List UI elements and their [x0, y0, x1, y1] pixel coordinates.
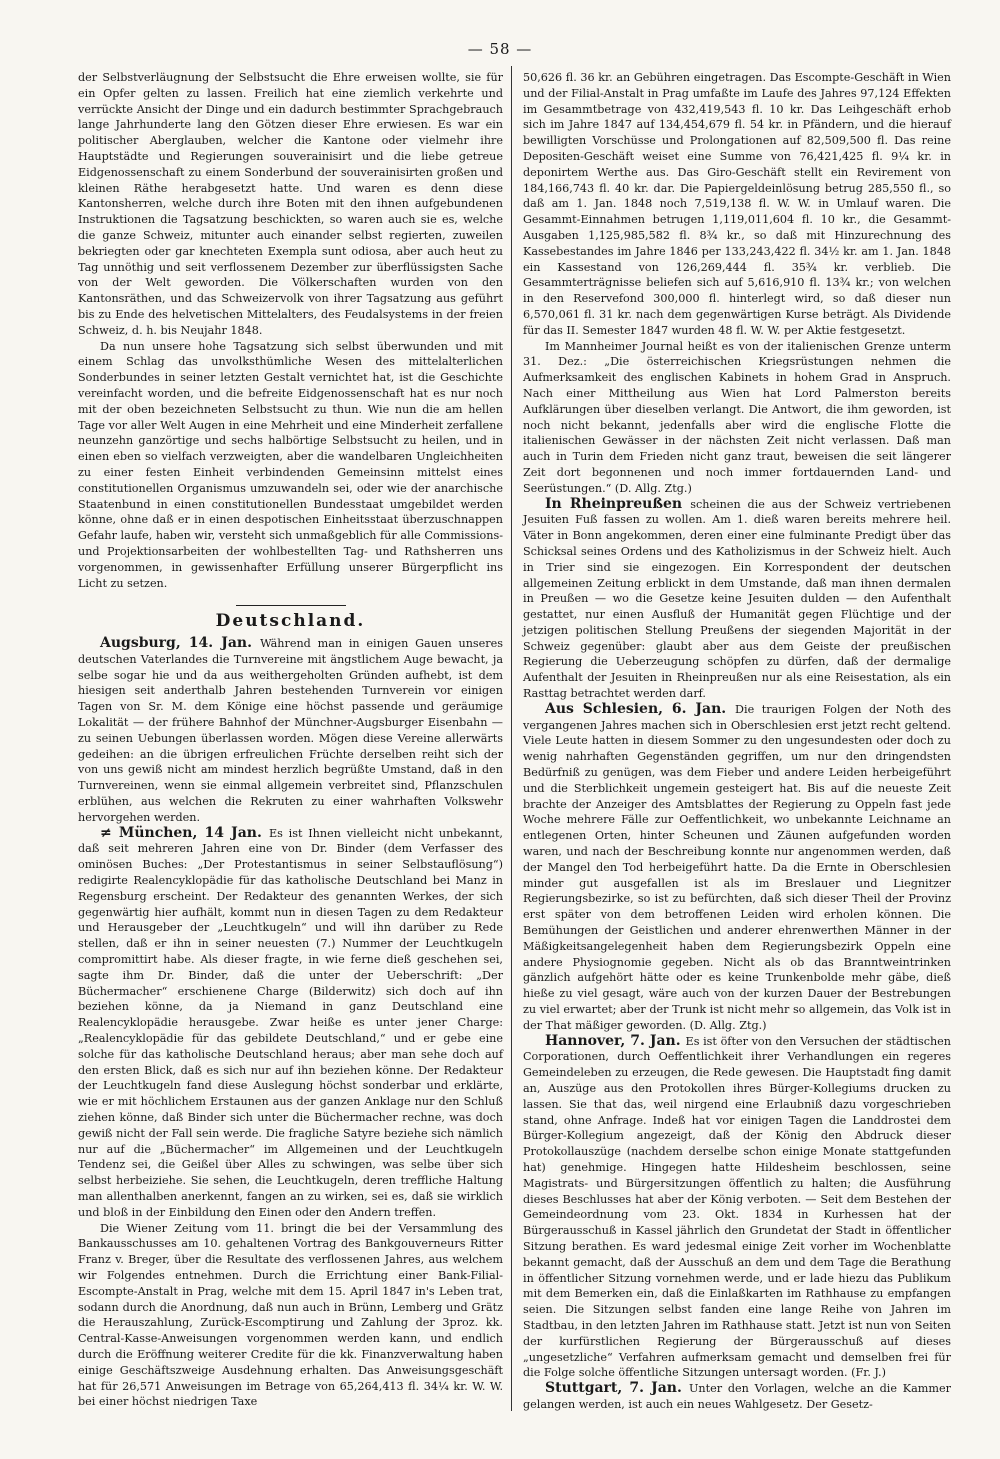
article-text: Es ist öfter von den Versuchen der städtischen Corporationen, durch Oeffentlichkeit ihrer Verhandlungen ein regeres Gemeindeleben zu erzeugen, die Rede gewesen. Die Hauptstadt fing damit an, Auszüge aus den Protokollen ihres Bürger-Kollegiums drucken zu lassen. Sie that das, weil nirgend eine Erlaubniß dazu vorgeschrieben stand, ohne Anfrage. Indeß hat vor einigen Tagen die Landdrostei dem Bürger-Kollegium angezeigt, daß der König den Abdruck dieser Protokollauszüge (nachdem derselbe schon einige Monate stattgefunden hat) genehmige. Hingegen hatte Hildesheim beschlossen, seine Magistrats- und Bürgersitzungen öffentlich zu halten; die Ausführung dieses Beschlusses hat aber der König verboten. — Seit dem Bestehen der Gemeindeordnung vom 23. Okt. 1834 in Kurhessen hat der Bürgerausschuß in Kassel jährlich den Grundetat der Stadt in öffentlicher Sitzung berathen. Es ward jedesmal einige Zeit vorher im Wochenblatte bekannt gemacht, daß der Ausschuß an dem und dem Tage die Berathung in öffentlicher Sitzung vornehmen werde, und er lade hiezu das Publikum mit dem Bemerken ein, daß die Einlaßkarten im Rathhause zu empfangen seien. Die Sitzungen selbst fanden eine lange Reihe von Jahren im Stadtbau, in den letzten Jahren im Rathhause statt. Jetzt ist nun von Seiten der kurfürstlichen Regierung der Bürgerausschuß auf dieses „ungesetzliche“ Verfahren aufmerksam gemacht und demselben frei für die Folge solche öffentliche Sitzungen untersagt worden. (Fr. J.): [523, 1034, 951, 1380]
page-number: — 58 —: [467, 40, 533, 58]
article-muenchen: [78, 826, 503, 1221]
right-paragraph-bank: [523, 70, 951, 339]
left-column: [78, 70, 503, 1410]
article-text: Unter den Vorlagen, welche an die Kammer gelangen werden, ist auch ein neues Wahlgesetz. Der Gesetz-: [523, 1382, 951, 1411]
column-divider: [511, 66, 512, 1411]
article-dateline: In Rheinpreußen: [545, 495, 691, 512]
article-text: Im Mannheimer Journal heißt es von der italienischen Grenze unterm 31. Dez.: „Die österreichischen Kriegsrüstungen nehmen die Aufmerksamkeit des englischen Kabinets in hohem Grad in Anspruch. Nach einer Mittheilung aus Wien hat Lord Palmerston bereits Aufklärungen über dieselben verlangt. Die Antwort, die ihm geworden, ist noch nicht bekannt, jedenfalls aber wird die englische Flotte die italienischen Gewässer in der nächsten Zeit nicht verlassen. Daß man auch in Turin dem Frieden nicht ganz traut, beweisen die seit längerer Zeit dort begonnenen und noch immer fortdauernden Land- und Seerüstungen.“ (D. Allg. Ztg.): [523, 339, 951, 495]
article-text: Während man in einigen Gauen unseres deutschen Vaterlandes die Turnvereine mit ängstlichem Auge bewacht, ja selbe sogar hie und da aus weithergeholten Gründen aufhebt, ist dem hiesigen seit anderthalb Jahren bestehenden Turnverein vor einigen Tagen von Sr. M. dem Könige eine höchst passende und geräumige Lokalität — der frühere Bahnhof der Münchner-Augsburger Eisenbahn — zu seinen Uebungen überlassen worden. Mögen diese Vereine allerwärts gedeihen: an die übrigen erfreulichen Früchte derselben reiht sich der von uns gewiß nicht am mindest herzlich begrüßte Umstand, daß in den Turnvereinen, wenn sie einmal allgemein verbreitet sind, Pflanzschulen erblühen, aus welchen die Rekruten zu einer wahrhaften Volkswehr hervorgehen werden.: [78, 637, 503, 824]
article-dateline: Hannover, 7. Jan.: [545, 1032, 686, 1049]
right-paragraph-rheinpreussen: [523, 497, 951, 702]
left-paragraph-1: der Selbstverläugnung der Selbstsucht die Ehre erweisen wollte, sie für ein Opfer gelten zu lassen. Freilich hat eine ziemlich verkehrte und verrückte Ansicht der Dinge und ein dadurch bestimmter Sprachgebrauch lange Jahrhunderte lang den Götzen dieser Ehre erwiesen. Es war ein politischer Aberglauben, welcher die Kantone oder vielmehr ihre Hauptstädte und Regierungen souverainisirt und die liebe getreue Eidgenossenschaft zu einem Sonderbund der souverainisirten großen und kleinen Räthe herabgesetzt hatte. Und waren es denn diese Kantonsherren, welche durch ihre Boten mit den ihnen aufgebundenen Instruktionen die Tagsatzung beschickten, so waren auch sie es, welche die ganze Schweiz, mitunter auch einander selbst regierten, zuweilen bekriegten oder gar knechteten Exempla sunt odiosa, aber auch heut zu Tag unnöthig und seit verflossenem Dezember zur überflüssigsten Sache von der Welt geworden. Die Völkerschaften wurden von den Kantonsräthen, und das Schweizervolk von ihrer Tagsatzung aus geführt bis zu Ende des helvetischen Mittelalters, des Feudalsystems in der freien Schweiz, d. h. bis Neujahr 1848.: [78, 71, 503, 337]
article-augsburg: [78, 636, 503, 826]
article-dateline: ≠ München, 14 Jan.: [100, 824, 269, 841]
article-text: Es ist Ihnen vielleicht nicht unbekannt, daß seit mehreren Jahren eine von Dr. Binder (dem Verfasser des ominösen Buches: „Der Protestantismus in seiner Selbstauflösung“) redigirte Realencyklopädie für das katholische Deutschland bei Manz in Regensburg erscheint. Der Redakteur des genannten Werkes, der sich gegenwärtig hier aufhält, kommt nun in diesen Tagen zu dem Redakteur und Herausgeber der „Leuchtkugeln“ und will ihn darüber zu Rede stellen, daß er ihn in seiner neuesten (7.) Nummer der Leuchtkugeln compromittirt habe. Als dieser fragte, in wie ferne dieß geschehen sei, sagte ihm Dr. Binder, daß die unter der Ueberschrift: „Der Büchermacher“ erschienene Charge (Bilderwitz) sich doch auf ihn beziehen könne, da ja Niemand in ganz Deutschland eine Realencyklopädie herausgebe. Zwar heiße es unter jener Charge: „Realencyklopädie für das gebildete Deutschland,“ und er gebe eine solche für das katholische Deutschland heraus; aber man sehe doch auf den ersten Blick, daß es sich nur auf ihn beziehen könne. Der Redakteur der Leuchtkugeln fand diese Auslegung höchst sonderbar und erklärte, wie er mit höchlichem Erstaunen aus der ganzen Anklage nur den Schluß ziehen könne, daß Binder sich unter die Büchermacher rechne, was doch gewiß nicht der Fall sein werde. Die fragliche Satyre beziehe sich nämlich nur auf die „Büchermacher“ im Allgemeinen und der Leuchtkugeln Tendenz sei, die Geißel über Alles zu schwingen, was selbe über sich selbst herbeiziehe. Sie sehen, die Leuchtkugeln, deren treffliche Haltung man allenthalben anerkennt, fangen an zu wirken, sei es, daß sie wirklich und bloß in der Einbildung den Einen oder den Andern treffen.: [78, 826, 503, 1219]
right-paragraph-mannheim: [523, 339, 951, 497]
left-paragraph-2: Da nun unsere hohe Tagsatzung sich selbst überwunden und mit einem Schlag das unvolksthümliche Wesen des mittelalterlichen Sonderbundes in seiner letzten Gestalt vernichtet hat, ist die Geschichte vereinfacht worden, und die befreite Eidgenossenschaft hat es nur noch mit der oben bezeichneten Selbstsucht zu thun. Wie nun die am hellen Tage vor aller Welt Augen in eine Mehrheit und eine Minderheit zerfallene neunzehn ganzörtige und sechs halbörtige Selbstsucht zu heilen, und in einen eben so vielfach verzweigten, aber die wandelbaren Ungleichheiten zu einer festen Einheit verbindenden Gemeinsinn mittelst eines constitutionellen Organismus umzuwandeln sei, oder wie der anarchische Staatenbund in einen constitutionellen Bundesstaat umgebildet werden könne, ohne daß er in einen despotischen Einheitsstaat überzuschnappen Gefahr laufe, haben wir, versteht sich unmaßgeblich für alle Commissions- und Projektionsarbeiten der wohlbestellten Tag- und Rathsherren uns vorgenommen, in gewissenhafter Erfüllung unserer Bürgerpflicht ins Licht zu setzen.: [78, 339, 503, 590]
section-heading: Deutschland.: [215, 611, 366, 632]
right-paragraph-schlesien: [523, 702, 951, 1034]
right-column: [523, 70, 951, 1413]
right-paragraph-hannover: [523, 1034, 951, 1382]
article-wiener-zeitung: [78, 1221, 503, 1411]
article-text: scheinen die aus der Schweiz vertriebenen Jesuiten Fuß fassen zu wollen. Am 1. dieß waren bereits mehrere heil. Väter in Bonn angekommen, deren einer eine fulminante Predigt über das Schicksal seines Ordens und des Katholizismus in der Schweiz hielt. Auch in Trier sind sie eingezogen. Ein Korrespondent der deutschen allgemeinen Zeitung erblickt in dem Umstande, daß man ihnen dermalen in Preußen — wo die Gesetze keine Jesuiten dulden — den Aufenthalt gestattet, nur einen Ausfluß der Humanität gegen Flüchtige und der jetzigen politischen Stellung Preußens der siegenden Majorität in der Schweiz gegenüber: glaubt aber aus dem Geiste der preußischen Regierung die Ueberzeugung schöpfen zu dürfen, daß der dermalige Aufenthalt der Jesuiten in Rheinpreußen nur als eine Reisestation, als ein Rasttag betrachtet werden darf.: [523, 497, 952, 701]
article-dateline: Stuttgart, 7. Jan.: [545, 1380, 689, 1397]
article-text: Die traurigen Folgen der Noth des vergangenen Jahres machen sich in Oberschlesien erst jetzt recht geltend. Viele Leute hatten in diesem Sommer zu den ungesundesten oder doch zu wenig nahrhaften Gegenständen gegriffen, um nur den dringendsten Bedürfniß zu genügen, was dem Fieber und andere Leiden herbeigeführt und die Sterblichkeit ungemein gesteigert hat. Bis auf die neueste Zeit brachte der Anzeiger des Amtsblattes der Regierung zu Oppeln fast jede Woche mehrere Fälle zur Oeffentlichkeit, wo unbekannte Leichname an entlegenen Orten, hinter Scheunen und Zäunen aufgefunden worden waren, und nach der Beschreibung konnte nur angenommen werden, daß der Mangel den Tod herbeigeführt hatte. Da die Ernte in Oberschlesien minder gut ausgefallen ist als im Breslauer und Liegnitzer Regierungsbezirke, so ist zu befürchten, daß sich dieser Theil der Provinz erst später von dem betroffenen Leiden wird erholen können. Die Bemühungen der Geistlichen und anderer ehrenwerthen Männer in der Mäßigkeitsangelegenheit haben dem Regierungsbezirk Oppeln eine andere Physiognomie gegeben. Nicht als ob das Branntweintrinken gänzlich aufgehört hätte oder es keine Trunkenbolde mehr gäbe, dieß hieße zu viel gesagt, wäre auch von der kurzen Dauer der Bestrebungen zu viel erwartet; aber der Trunk ist nicht mehr so allgemein, das Volk ist in der That mäßiger geworden. (D. Allg. Ztg.): [523, 702, 951, 1032]
article-dateline: Aus Schlesien, 6. Jan.: [545, 700, 736, 717]
article-dateline: Augsburg, 14. Jan.: [100, 635, 261, 652]
article-text: 50,626 fl. 36 kr. an Gebühren eingetragen. Das Escompte-Geschäft in Wien und der Filial-Anstalt in Prag umfaßte im Laufe des Jahres 97,124 Effekten im Gesammtbetrage von 432,419,543 fl. 10 kr. Das Leihgeschäft erhob sich im Jahre 1847 auf 134,454,679 fl. 54 kr. in Pfändern, und die hierauf bewilligten Vorschüsse und Prolongationen auf 82,509,500 fl. Das reine Depositen-Geschäft weiset eine Summe von 76,421,425 fl. 9¼ kr. in deponirtem Werthe aus. Das Giro-Geschäft stellt ein Revirement von 184,166,743 fl. 40 kr. dar. Die Papiergeldeinlösung betrug 285,550 fl., so daß am 1. Jan. 1848 noch 7,519,138 fl. W. W. in Umlauf waren. Die Gesammt-Einnahmen betrugen 1,119,011,604 fl. 10 kr., die Gesammt-Ausgaben 1,125,985,582 fl. 8¾ kr., so daß mit Hinzurechnung des Kassebestandes im Jahre 1846 per 133,243,422 fl. 34½ kr. am 1. Jan. 1848 ein Kassestand von 126,269,444 fl. 35¾ kr. verblieb. Die Gesammterträgnisse beliefen sich auf 5,616,910 fl. 13¾ kr.; von welchen in den Reservefond 300,000 fl. hinterlegt wird, so daß dieser nun 6,570,061 fl. 31 kr. nach dem gegenwärtigen Kurse beträgt. Als Dividende für das II. Semester 1847 wurden 48 fl. W. W. per Aktie festgesetzt.: [523, 71, 951, 337]
section-rule: [236, 605, 346, 606]
right-paragraph-stuttgart: [523, 1381, 951, 1413]
article-text: Die Wiener Zeitung vom 11. bringt die bei der Versammlung des Bankausschusses am 10. gehaltenen Vortrag des Bankgouverneurs Ritter Franz v. Breger, über die Resultate des verflossenen Jahres, aus welchem wir Folgendes entnehmen. Durch die Errichtung einer Bank-Filial-Escompte-Anstalt in Prag, welche mit dem 15. April 1847 in's Leben trat, sodann durch die Anordnung, daß nun auch in Brünn, Lemberg und Grätz die Herauszahlung, Zurück-Escomptirung und Zahlung der 3proz. kk. Central-Kasse-Anweisungen vorgenommen werden kann, und endlich durch die Eröffnung weiterer Credite für die kk. Finanzverwaltung haben einige Geschäftszweige Ausdehnung erhalten. Das Anweisungsgeschäft hat für 26,571 Anweisungen im Betrage von 65,264,413 fl. 34¼ kr. W. W. bei einer höchst niedrigen Taxe: [78, 1221, 503, 1409]
